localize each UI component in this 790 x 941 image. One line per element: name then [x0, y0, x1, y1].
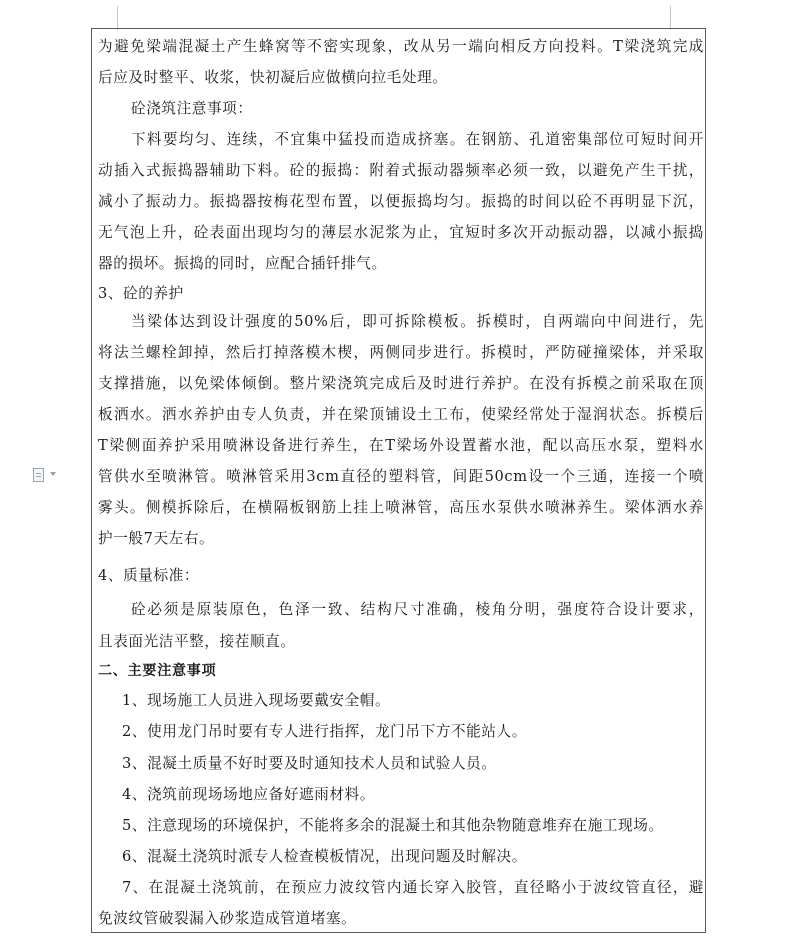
list-item: 2、使用龙门吊时要有专人进行指挥，龙门吊下方不能站人。 [122, 723, 527, 740]
paragraph-line: 雾头。侧模拆除后，在横隔板钢筋上挂上喷淋管，高压水泵供水喷淋养生。梁体洒水养 [98, 499, 704, 516]
list-item: 1、现场施工人员进入现场要戴安全帽。 [122, 692, 391, 709]
paragraph-line: 为避免梁端混凝土产生蜂窝等不密实现象，改从另一端向相反方向投料。T梁浇筑完成 [98, 38, 704, 55]
paragraph-line: 动插入式振捣器辅助下料。砼的振捣：附着式振动器频率必须一致，以避免产生干扰， [98, 162, 704, 179]
main-section-heading: 二、主要注意事项 [98, 663, 217, 679]
dropdown-caret-icon [50, 472, 56, 476]
section-heading: 3、砼的养护 [98, 285, 184, 302]
paragraph-line: 护一般7天左右。 [98, 530, 215, 547]
list-item: 6、混凝土浇筑时派专人检查模板情况，出现问题及时解决。 [122, 848, 527, 865]
paragraph-line: 板洒水。洒水养护由专人负责，并在梁顶铺设土工布，使梁经常处于湿润状态。拆模后 [98, 406, 704, 423]
paragraph-line: 当梁体达到设计强度的50%后，即可拆除模板。拆模时，自两端向中间进行，先 [131, 313, 704, 330]
paragraph-line: 且表面光洁平整，接茬顺直。 [98, 633, 296, 650]
section-heading: 4、质量标准： [98, 567, 200, 584]
paragraph-line: T梁侧面养护采用喷淋设备进行养生，在T梁场外设置蓄水池，配以高压水泵，塑料水 [98, 437, 704, 454]
list-item: 7、在混凝土浇筑前，在预应力波纹管内通长穿入胶管，直径略小于波纹管直径，避 [122, 879, 704, 896]
paragraph-line: 将法兰螺栓卸掉，然后打掉落模木楔，两侧同步进行。拆模时，严防碰撞梁体，并采取 [98, 344, 704, 361]
paragraph-line: 无气泡上升，砼表面出现均匀的薄层水泥浆为止，宜短时多次开动振动器，以减小振捣 [98, 224, 704, 241]
margin-corner-mark-left [117, 6, 118, 30]
margin-corner-mark-right [670, 6, 671, 30]
paragraph-line: 后应及时整平、收浆，快初凝后应做横向拉毛处理。 [98, 69, 448, 86]
paragraph-line: 器的损坏。振捣的同时，应配合插钎排气。 [98, 255, 387, 272]
paragraph-line: 砼必须是原装原色，色泽一致、结构尺寸准确，棱角分明，强度符合设计要求， [131, 601, 704, 618]
paragraph-line: 减小了振动力。振捣器按梅花型布置，以便振捣均匀。振捣的时间以砼不再明显下沉， [98, 193, 704, 210]
list-item: 3、混凝土质量不好时要及时通知技术人员和试验人员。 [122, 755, 497, 772]
document-icon [33, 468, 44, 482]
document-options-button[interactable] [33, 468, 61, 484]
paragraph-line: 管供水至喷淋管。喷淋管采用3cm直径的塑料管，间距50cm设一个三通，连接一个喷 [98, 468, 704, 485]
list-item-continuation: 免波纹管破裂漏入砂浆造成管道堵塞。 [98, 910, 357, 927]
list-item: 4、浇筑前现场场地应备好遮雨材料。 [122, 786, 375, 803]
paragraph-line: 下料要均匀、连续，不宜集中猛投而造成挤塞。在钢筋、孔道密集部位可短时间开 [131, 131, 704, 148]
list-item: 5、注意现场的环境保护，不能将多余的混凝土和其他杂物随意堆弃在施工现场。 [122, 817, 664, 834]
paragraph-line: 支撑措施，以免梁体倾倒。整片梁浇筑完成后及时进行养护。在没有拆模之前采取在顶 [98, 375, 704, 392]
section-subtitle: 砼浇筑注意事项： [131, 100, 253, 117]
